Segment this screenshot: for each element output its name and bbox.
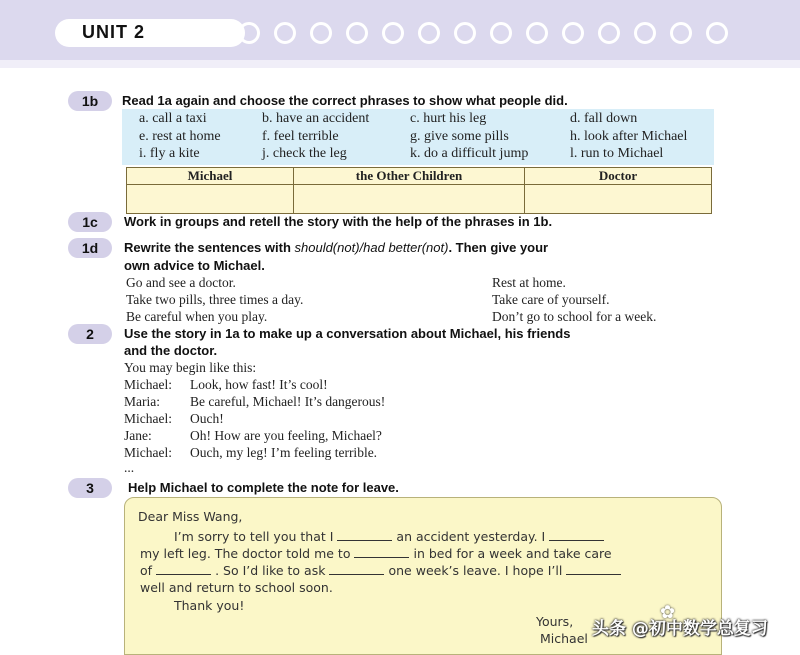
- dialogue-line-1: Look, how fast! It’s cool!: [190, 377, 328, 392]
- instruction-1d-italic: should(not)/had better(not): [294, 240, 449, 255]
- phrase-k: k. do a difficult jump: [410, 146, 529, 161]
- note-line-1a: I’m sorry to tell you that I: [174, 529, 334, 544]
- phrase-i: i. fly a kite: [139, 146, 200, 161]
- phrase-e: e. rest at home: [139, 129, 221, 144]
- blank-3[interactable]: [354, 547, 409, 558]
- note-signature: Michael: [540, 631, 588, 646]
- dialogue-line-4: Oh! How are you feeling, Michael?: [190, 428, 382, 443]
- note-salutation: Dear Miss Wang,: [138, 509, 243, 524]
- note-line-4: well and return to school soon.: [140, 580, 333, 595]
- note-line-2a: my left leg. The doctor told me to: [140, 546, 351, 561]
- table-header-michael: Michael: [127, 168, 294, 185]
- header-strip: [0, 60, 800, 68]
- note-line-2b: in bed for a week and take care: [413, 546, 612, 561]
- note-line-3c: one week’s leave. I hope I’ll: [388, 563, 563, 578]
- note-closing: Yours,: [536, 614, 574, 629]
- instruction-1d-a: Rewrite the sentences with: [124, 240, 295, 255]
- speaker-5: Michael:: [124, 445, 172, 460]
- section-badge-2: 2: [68, 324, 112, 344]
- dialogue-line-2: Be careful, Michael! It’s dangerous!: [190, 394, 386, 409]
- instruction-2-line2: and the doctor.: [124, 343, 218, 358]
- note-line-3b: . So I’d like to ask: [215, 563, 326, 578]
- sentence-right-3: Don’t go to school for a week.: [492, 309, 657, 324]
- speaker-2: Maria:: [124, 394, 160, 409]
- note-line-2: [140, 546, 612, 561]
- watermark-icon: ✿: [660, 602, 676, 622]
- speaker-1: Michael:: [124, 377, 172, 392]
- sentence-left-1: Go and see a doctor.: [126, 275, 236, 290]
- dialogue-line-3: Ouch!: [190, 411, 224, 426]
- answer-cell-michael[interactable]: [127, 185, 294, 214]
- section-badge-1d: 1d: [68, 238, 112, 258]
- instruction-2-line1: Use the story in 1a to make up a conversation about Michael, his friends: [124, 326, 571, 341]
- answer-table: [126, 167, 712, 214]
- instruction-1d-line1: [124, 239, 548, 256]
- phrase-b: b. have an accident: [262, 111, 370, 126]
- answer-cell-doctor[interactable]: [525, 185, 712, 214]
- phrase-l: l. run to Michael: [570, 146, 664, 161]
- phrase-f: f. feel terrible: [262, 129, 339, 144]
- section-badge-3: 3: [68, 478, 112, 498]
- watermark: 头条 @初中数学总复习: [592, 619, 768, 639]
- blank-5[interactable]: [329, 564, 384, 575]
- instruction-1c: Work in groups and retell the story with the help of the phrases in 1b.: [124, 214, 553, 229]
- note-thanks: Thank you!: [174, 598, 245, 613]
- phrase-j: j. check the leg: [262, 146, 347, 161]
- phrase-a: a. call a taxi: [139, 111, 207, 126]
- answer-cell-other-children[interactable]: [294, 185, 525, 214]
- note-line-1b: an accident yesterday. I: [396, 529, 546, 544]
- instruction-1d-line2: own advice to Michael.: [124, 258, 265, 273]
- section-badge-1b: 1b: [68, 91, 112, 111]
- instruction-1d-b: . Then give your: [448, 240, 549, 255]
- note-line-3a: of: [140, 563, 153, 578]
- speaker-3: Michael:: [124, 411, 172, 426]
- table-header-other-children: the Other Children: [294, 168, 525, 185]
- speaker-4: Jane:: [124, 428, 152, 443]
- blank-2[interactable]: [549, 530, 604, 541]
- instruction-3: Help Michael to complete the note for leave.: [128, 480, 399, 495]
- blank-4[interactable]: [156, 564, 211, 575]
- unit-title: UNIT 2: [82, 22, 146, 42]
- phrase-h: h. look after Michael: [570, 129, 688, 144]
- dialogue-line-5: Ouch, my leg! I’m feeling terrible.: [190, 445, 378, 460]
- table-header-doctor: Doctor: [525, 168, 712, 185]
- decorative-rings: [238, 22, 728, 44]
- sentence-left-3: Be careful when you play.: [126, 309, 268, 324]
- section-badge-1c: 1c: [68, 212, 112, 232]
- phrase-c: c. hurt his leg: [410, 111, 487, 126]
- sentence-right-1: Rest at home.: [492, 275, 566, 290]
- blank-6[interactable]: [566, 564, 621, 575]
- sentence-left-2: Take two pills, three times a day.: [126, 292, 304, 307]
- phrase-d: d. fall down: [570, 111, 638, 126]
- phrase-g: g. give some pills: [410, 129, 509, 144]
- dialogue-ellipsis: ...: [124, 460, 135, 475]
- sentence-right-2: Take care of yourself.: [492, 292, 610, 307]
- blank-1[interactable]: [337, 530, 392, 541]
- instruction-1b: Read 1a again and choose the correct phrases to show what people did.: [122, 93, 568, 108]
- note-line-3: [140, 563, 625, 578]
- dialogue-intro: You may begin like this:: [124, 360, 257, 375]
- note-line-1: [174, 529, 608, 544]
